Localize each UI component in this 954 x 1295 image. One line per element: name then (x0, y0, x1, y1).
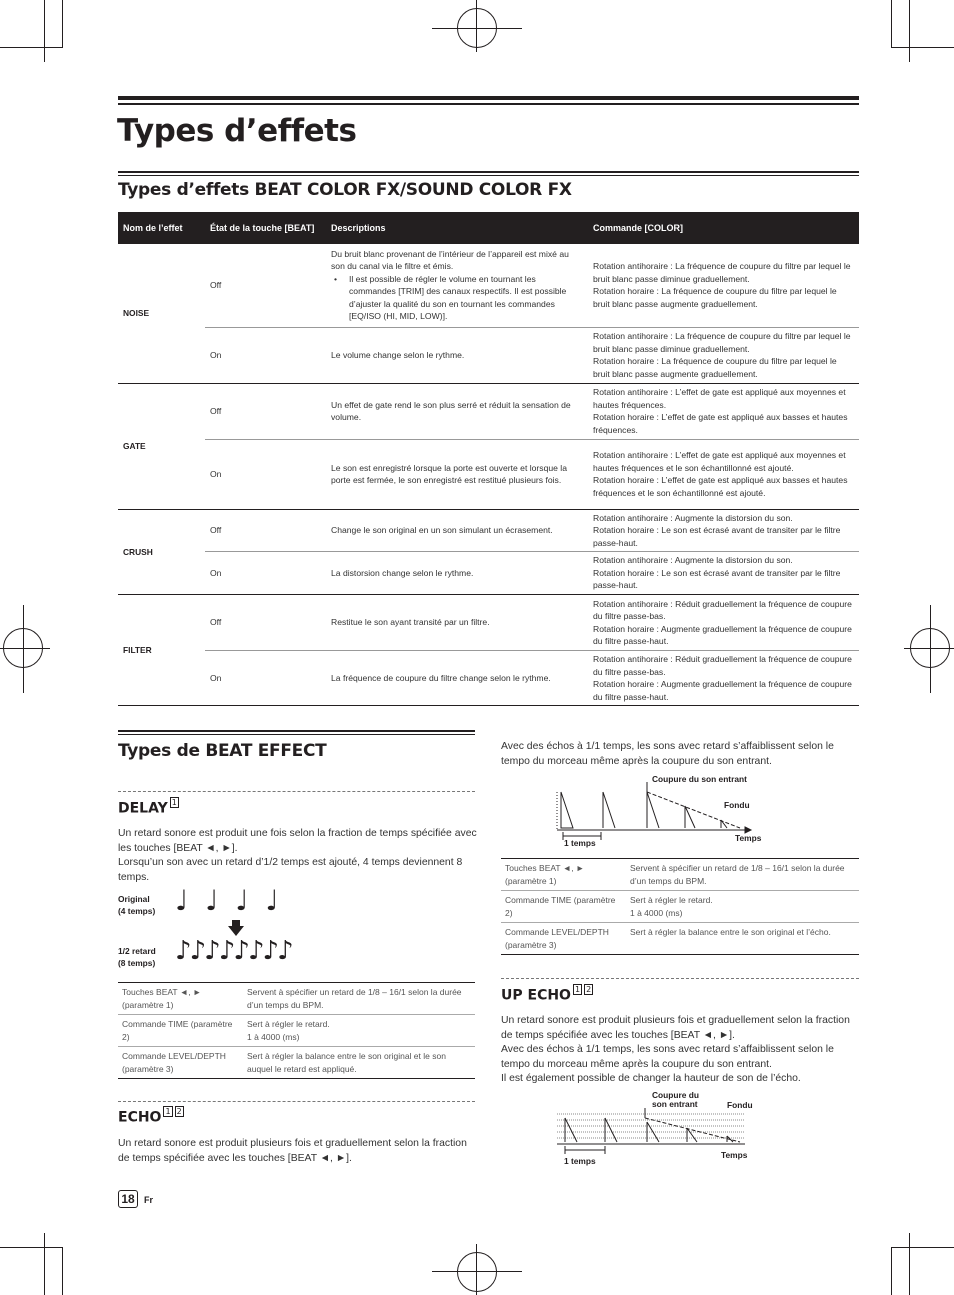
registration-mark (476, 1244, 477, 1295)
description-text: Du bruit blanc provenant de l’intérieur de l’appareil est mixé au son du canal via le filtre et émis. (331, 248, 569, 272)
col-header: Commande [COLOR] (588, 212, 859, 244)
table-row (501, 923, 859, 955)
beat-label: 1 temps (564, 1156, 596, 1166)
button-state: Off (205, 244, 326, 327)
color-command: Rotation antihoraire : La fréquence de coupure du filtre par lequel le bruit blanc passe diminue graduellement. Rotation horaire : La fréquence de coupure du filtre par lequel le bruit blanc passe augmente graduellement. (588, 244, 859, 327)
registration-mark (23, 605, 24, 693)
divider (118, 1101, 475, 1102)
effect-name: FILTER (118, 595, 205, 706)
table-row (118, 383, 859, 439)
crop-mark (891, 47, 954, 48)
crop-mark (891, 0, 892, 48)
retard-notes: ♪♪♪♪♪♪♪♪ (175, 936, 292, 966)
delay-param-table (118, 982, 475, 1079)
time-label: Temps (735, 833, 762, 843)
table-row (118, 651, 859, 706)
crop-mark (62, 1247, 63, 1295)
param-desc: Sert à régler la balance entre le son original et l’écho. (626, 923, 859, 955)
delay-text: Un retard sonore est produit une fois selon la fraction de temps spécifiée avec les touches [BEAT ◄, ►]. Lorsqu’un son avec un retard d’1/2 temps est ajouté, 4 temps deviennent 8 temps. (118, 828, 477, 883)
table-row (118, 244, 859, 327)
color-command: Rotation antihoraire : La fréquence de coupure du filtre par lequel le bruit blanc passe diminue graduellement. Rotation horaire : La fréquence de coupure du filtre par lequel le bruit blanc passe augmente graduellement. (588, 327, 859, 383)
crop-mark (909, 1233, 910, 1295)
cut-label: Coupure du son entrant (652, 774, 747, 784)
button-state: Off (205, 595, 326, 651)
color-command: Rotation antihoraire : Réduit graduellement la fréquence de coupure du filtre passe-bas. Rotation horaire : Augmente graduellement la fréquence de coupure du filtre passe-haut. (588, 651, 859, 706)
effect-description: La distorsion change selon le rythme. (326, 552, 588, 595)
registration-mark (0, 648, 50, 649)
registration-mark (432, 28, 522, 29)
color-command: Rotation antihoraire : Augmente la distorsion du son. Rotation horaire : Le son est écrasé avant de transiter par le filtre passe-haut. (588, 552, 859, 595)
table-header (118, 212, 859, 244)
param-name: Commande LEVEL/DEPTH (paramètre 3) (118, 1047, 243, 1079)
parameter-badge: 1 (171, 798, 177, 807)
effect-description: La fréquence de coupure du filtre change selon le rythme. (326, 651, 588, 706)
down-arrow-icon (232, 920, 240, 927)
page-number: 18 (118, 1190, 138, 1208)
crop-mark (44, 1233, 45, 1295)
effects-table (118, 212, 859, 706)
section-rule (118, 171, 859, 173)
up-echo-title-text: UP ECHO (501, 987, 571, 1004)
table-row (118, 509, 859, 552)
registration-mark (476, 0, 477, 52)
title-rule (118, 103, 859, 105)
section-title: Types de BEAT EFFECT (118, 741, 327, 761)
col-header: Descriptions (326, 212, 588, 244)
echo-param-table (501, 858, 859, 955)
fade-label: Fondu (724, 800, 750, 810)
parameter-badge: 2 (176, 1107, 182, 1116)
section-rule (118, 730, 475, 732)
param-desc: Servent à spécifier un retard de 1/8 – 16/1 selon la durée d’un temps du BPM. (626, 859, 859, 891)
table-row (118, 327, 859, 383)
color-command: Rotation antihoraire : Réduit graduellement la fréquence de coupure du filtre passe-bas. Rotation horaire : Augmente graduellement la fréquence de coupure du filtre passe-haut. (588, 595, 859, 651)
divider (501, 978, 859, 979)
crop-mark (909, 0, 910, 62)
parameter-badge: 1 (574, 985, 581, 994)
delay-title-text: DELAY (118, 800, 168, 817)
col-header: Nom de l’effet (118, 212, 205, 244)
param-name: Commande TIME (paramètre 2) (501, 891, 626, 923)
crop-mark (891, 1247, 892, 1295)
echo-title (118, 1109, 184, 1126)
param-desc: Servent à spécifier un retard de 1/8 – 16/1 selon la durée d’un temps du BPM. (243, 983, 475, 1015)
section-rule (118, 175, 859, 176)
button-state: On (205, 552, 326, 595)
down-arrow-icon (228, 926, 244, 936)
divider (118, 791, 475, 792)
crop-mark (0, 1247, 62, 1248)
table-row (118, 595, 859, 651)
button-state: Off (205, 383, 326, 439)
button-state: Off (205, 509, 326, 552)
beat-label: 1 temps (564, 838, 596, 848)
crop-mark (891, 1247, 954, 1248)
title-rule (118, 96, 859, 100)
col-header: État de la touche [BEAT] (205, 212, 326, 244)
effect-name: GATE (118, 383, 205, 509)
effect-description: Restitue le son ayant transité par un filtre. (326, 595, 588, 651)
effect-description: Un effet de gate rend le son plus serré et réduit la sensation de volume. (326, 383, 588, 439)
table-row (118, 1015, 475, 1047)
param-name: Commande TIME (paramètre 2) (118, 1015, 243, 1047)
effect-name: NOISE (118, 244, 205, 383)
fade-label: Fondu (727, 1100, 753, 1110)
description-bullet: • Il est possible de régler le volume en tournant les commandes [TRIM] des canaux respectifs. Il est possible d’ajuster la qualité du son en tournant les commandes [EQ/ISO (HI, MID, LOW)]. (331, 273, 583, 323)
param-desc: Sert à régler le retard. 1 à 4000 (ms) (243, 1015, 475, 1047)
section-rule (118, 734, 475, 735)
echo-text: Un retard sonore est produit plusieurs fois et graduellement selon la fraction de temps spécifiée avec les touches [BEAT ◄, ►]. (118, 1138, 467, 1164)
crop-mark (0, 47, 62, 48)
original-label: Original (4 temps) (118, 894, 156, 916)
echo-text-continued: Avec des échos à 1/1 temps, les sons avec retard s’affaiblissent selon le tempo du morceau même après la coupure du son entrant. (501, 741, 834, 767)
crop-mark (62, 0, 63, 48)
registration-mark (432, 1271, 522, 1272)
param-name: Touches BEAT ◄, ► (paramètre 1) (118, 983, 243, 1015)
language-label: Fr (144, 1195, 153, 1205)
registration-mark (457, 1252, 497, 1292)
echo-title-text: ECHO (118, 1109, 162, 1126)
color-command: Rotation antihoraire : L’effet de gate est appliqué aux moyennes et hautes fréquences. Rotation horaire : L’effet de gate est appliqué aux basses et hautes fréquences. (588, 383, 859, 439)
page-title: Types d’effets (117, 113, 357, 149)
table-row (118, 552, 859, 595)
parameter-badge: 2 (586, 985, 592, 994)
effect-name: CRUSH (118, 509, 205, 595)
cut-label: Coupure du son entrant (652, 1090, 699, 1109)
time-label: Temps (721, 1150, 748, 1160)
param-desc: Sert à régler le retard. 1 à 4000 (ms) (626, 891, 859, 923)
effect-description (326, 244, 588, 327)
button-state: On (205, 439, 326, 509)
color-command: Rotation antihoraire : L’effet de gate est appliqué aux moyennes et hautes fréquences et le son échantillonné est ajouté. Rotation horaire : L’effet de gate est appliqué aux basses et hautes fréquences et le son échantillonné est ajouté. (588, 439, 859, 509)
section-title: Types d’effets BEAT COLOR FX/SOUND COLOR FX (118, 180, 572, 200)
original-notes: ♩ ♩ ♩ ♩ (175, 884, 283, 917)
up-echo-diagram (555, 1108, 755, 1158)
up-echo-title (501, 987, 593, 1004)
effect-description: Change le son original en un son simulant un écrasement. (326, 509, 588, 552)
registration-mark (904, 648, 954, 649)
effect-description: Le son est enregistré lorsque la porte est ouverte et lorsque la porte est fermée, le son enregistré est restitué plusieurs fois. (326, 439, 588, 509)
param-name: Touches BEAT ◄, ► (paramètre 1) (501, 859, 626, 891)
param-name: Commande LEVEL/DEPTH (paramètre 3) (501, 923, 626, 955)
echo-diagram (555, 780, 755, 840)
up-echo-text: Un retard sonore est produit plusieurs fois et graduellement selon la fraction de temps spécifiée avec les touches [BEAT ◄, ►]. Avec des échos à 1/1 temps, les sons avec retard s’affaiblissent selon le tempo du morceau même après la coupure du son entrant. Il est également possible de changer la hauteur de son de l’écho. (501, 1015, 850, 1085)
table-row (118, 983, 475, 1015)
color-command: Rotation antihoraire : Augmente la distorsion du son. Rotation horaire : Le son est écrasé avant de transiter par le filtre passe-haut. (588, 509, 859, 552)
table-row (501, 859, 859, 891)
param-desc: Sert à régler la balance entre le son original et le son auquel le retard est appliqué. (243, 1047, 475, 1079)
registration-mark (930, 605, 931, 693)
delay-title (118, 800, 179, 817)
table-row (118, 439, 859, 509)
table-row (501, 891, 859, 923)
effect-description: Le volume change selon le rythme. (326, 327, 588, 383)
button-state: On (205, 327, 326, 383)
retard-label: 1/2 retard (8 temps) (118, 946, 156, 968)
crop-mark (44, 0, 45, 62)
table-row (118, 1047, 475, 1079)
parameter-badge: 1 (165, 1107, 171, 1116)
button-state: On (205, 651, 326, 706)
